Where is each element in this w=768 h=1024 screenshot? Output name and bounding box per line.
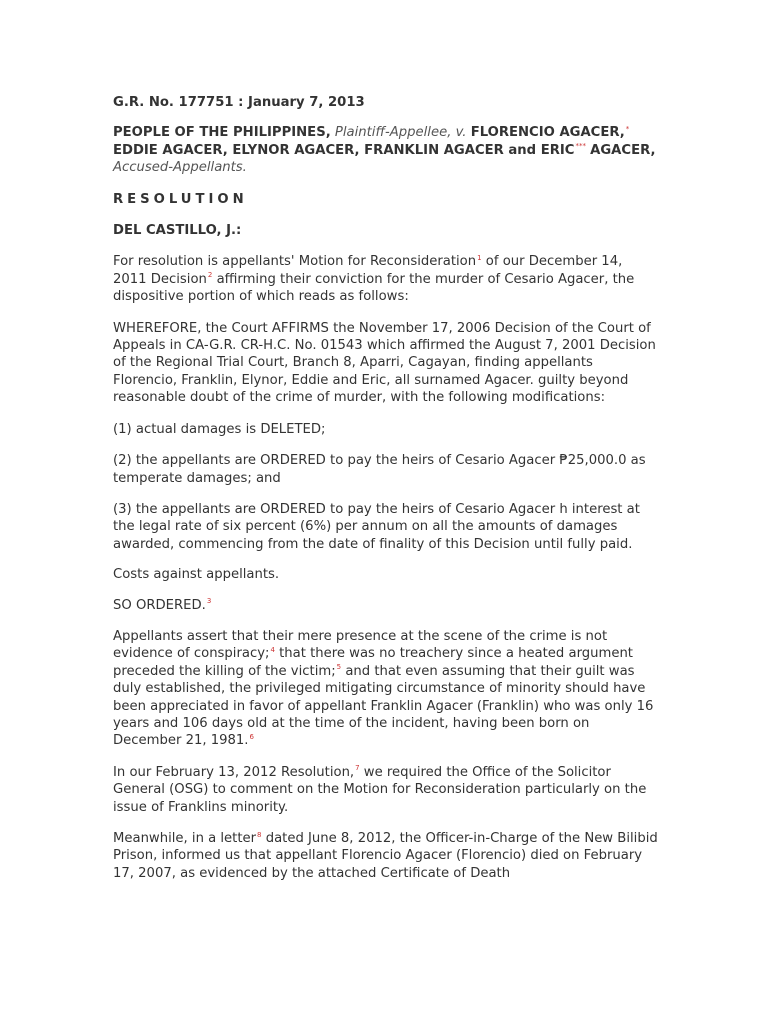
paragraph-item-1: (1) actual damages is DELETED; — [113, 421, 326, 437]
footnote-ref-2[interactable]: 2 — [207, 271, 213, 280]
footnote-ref-7[interactable]: 7 — [355, 764, 360, 773]
asterisk-mark-1: * — [625, 125, 630, 134]
case-header: G.R. No. 177751 : January 7, 2013 — [113, 95, 365, 110]
paragraph-item-2: (2) the appellants are ORDERED to pay the heirs of Cesario Agacer ₱25,000.0 as temperate damages; and — [113, 453, 646, 486]
paragraph-appellants-assert — [113, 628, 658, 750]
footnote-ref-6[interactable]: 6 — [249, 732, 254, 741]
paragraph-1 — [113, 253, 658, 305]
paragraph-february-resolution — [113, 764, 658, 816]
versus-label: , v. — [447, 125, 467, 141]
so-ordered-text: SO ORDERED. — [113, 597, 206, 613]
resolution-title: RESOLUTION — [113, 191, 248, 207]
paragraph-costs: Costs against appellants. — [113, 567, 280, 583]
defendant-role: Accused-Appellants. — [113, 160, 247, 176]
paragraph-10-text-a: Meanwhile, in a letter — [113, 831, 257, 846]
paragraph-meanwhile — [113, 830, 658, 882]
footnote-ref-4[interactable]: 4 — [270, 645, 275, 654]
paragraph-item-3: (3) the appellants are ORDERED to pay the heirs of Cesario Agacer h interest at the legal rate of six percent (6%) per annum on all the amounts of damages awarded, commencing from the date of finality of this Decision until fully paid. — [113, 501, 640, 552]
footnote-ref-1[interactable]: 1 — [477, 254, 482, 263]
footnote-ref-3[interactable]: 3 — [206, 597, 212, 606]
paragraph-8-text-a: Appellants assert that their mere presence at the scene of the crime is not evidence of conspiracy; — [113, 628, 608, 662]
paragraph-wherefore: WHEREFORE, the Court AFFIRMS the November 17, 2006 Decision of the Court of Appeals in CA-G.R. CR-H.C. No. 01543 which affirmed the August 7, 2001 Decision of the Regional Trial Court, Branch 8, Aparri, Cagayan, finding appellants Florencio, Franklin, Elynor, Eddie and Eric, all surnamed Agacer. guilty beyond reasonable doubt of the crime of murder, with the following modifications: — [113, 320, 656, 406]
paragraph-8-text-b: that there was no treachery since a heated argument preceded the killing of the victim; — [113, 646, 633, 679]
paragraph-10-text-b: dated June 8, 2012, the Officer-in-Charge of the New Bilibid Prison, informed us that appellant Florencio Agacer (Florencio) died on February 17, 2007, as evidenced by the attached Certificate of Death — [113, 831, 658, 881]
paragraph-1-text-a: For resolution is appellants' Motion for Reconsideration — [113, 254, 477, 270]
asterisk-mark-2: *** — [575, 142, 586, 151]
defendant-last: AGACER, — [590, 142, 656, 158]
paragraph-1-text-b: of our December 14, 2011 Decision — [113, 254, 623, 287]
document-body — [113, 91, 658, 882]
paragraph-1-text-c: affirming their conviction for the murder of Cesario Agacer, the dispositive portion of which reads as follows: — [113, 271, 635, 305]
defendant-florencio: FLORENCIO AGACER, — [470, 125, 625, 141]
plaintiff-name: PEOPLE OF THE PHILIPPINES, — [113, 125, 331, 141]
paragraph-so-ordered — [113, 597, 658, 614]
plaintiff-role: Plaintiff-Appellee — [334, 125, 448, 141]
defendants-names: EDDIE AGACER, ELYNOR AGACER, FRANKLIN AGACER and ERIC — [113, 142, 575, 158]
footnote-ref-5[interactable]: 5 — [336, 663, 342, 672]
parties-caption — [113, 124, 658, 176]
paragraph-9-text-b: we required the Office of the Solicitor General (OSG) to comment on the Motion for Reconsideration particularly on the issue of Franklins minority. — [113, 764, 647, 815]
paragraph-8-text-c: and that even assuming that their guilt was duly established, the privileged mitigating circumstance of minority should have been appreciated in favor of appellant Franklin Agacer (Franklin) who was only 16 years and 106 days old at the time of the incident, having been born on December 21, 1981. — [113, 663, 654, 749]
ponente: DEL CASTILLO, J.: — [113, 223, 242, 239]
paragraph-9-text-a: In our February 13, 2012 Resolution, — [113, 764, 355, 780]
footnote-ref-8[interactable]: 8 — [257, 830, 262, 839]
